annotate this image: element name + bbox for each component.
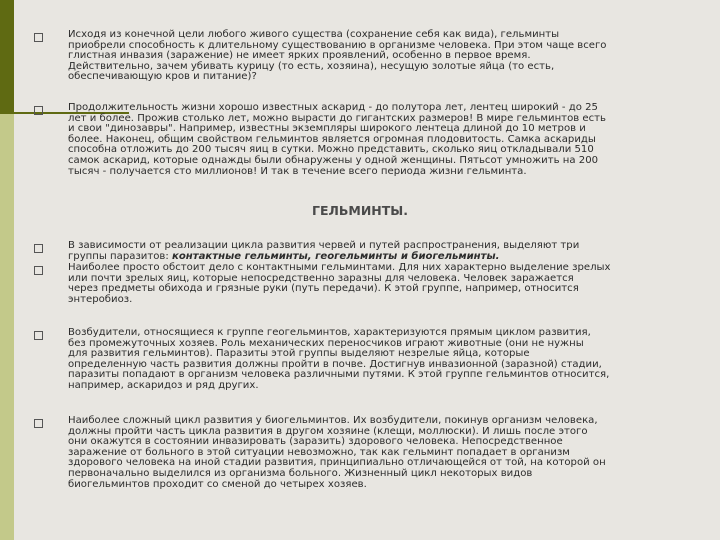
paragraph-groups-text: В зависимости от реализации цикла развития червей и путей распространения, выделяют три группы паразитов: <box>68 240 580 262</box>
paragraph-goal: Исходя из конечной цели любого живого существа (сохранение себя как вида), гельминты приобрели способность к длительному существованию в организме человека. При этом чаще всего глистная инвазия (заражение) не имеет ярких проявлений, особенно в первое время. Действительно, зачем убивать курицу (то есть, хозяина), несущую золотые яйца (то есть, обеспечивающую кров и питание)? <box>68 29 607 83</box>
paragraph-contact: Наиболее просто обстоит дело с контактными гельминтами. Для них характерно выделение зрелых или почти зрелых яиц, которые непосредственно заразны для человека. Человек заражается через предметы обихода и грязные руки (путь передачи). К этой группе, например, относится энтеробиоз. <box>68 262 611 305</box>
section-heading: ГЕЛЬМИНТЫ. <box>311 203 408 218</box>
bullet-square-icon <box>34 331 43 340</box>
bullet-square-icon <box>34 106 43 115</box>
parasite-groups-emphasis: контактные гельминты, геогельминты и биогельминты. <box>171 250 500 262</box>
paragraph-geohelminths: Возбудители, относящиеся к группе геогельминтов, характеризуются прямым циклом развития, без промежуточных хозяев. Роль механических переносчиков играют животные (они не нужны для развития гельминтов). Паразиты этой группы выделяют незрелые яйца, которые определенную часть развития должны пройти в почве. Достигнув инвазионной (заразной) стадии, паразиты попадают в организм человека различными путями. К этой группе гельминтов относится, например, аскаридоз и ряд других. <box>68 327 610 391</box>
bullet-square-icon <box>34 244 43 253</box>
accent-bar-light <box>0 114 14 540</box>
paragraph-lifespan: Продолжительность жизни хорошо известных аскарид - до полутора лет, лентец широкий - до 25 лет и более. Прожив столько лет, можно вырасти до гигантских размеров! В мире гельминтов есть и свои "динозавры". Например, известны экземпляры широкого лентеца длиной до 10 метров и более. Наконец, общим свойством гельминтов является огромная плодовитость. Самка аскариды способна отложить до 200 тысяч яиц в сутки. Можно представить, сколько яиц откладывали 510 самок аскарид, которые однажды были обнаружены у одной женщины. Пятьсот умножить на 200 тысяч - получается сто миллионов! И так в течение всего периода жизни гельминта. <box>68 102 606 177</box>
bullet-square-icon <box>34 33 43 42</box>
paragraph-groups <box>68 241 698 262</box>
paragraph-biohelminths: Наиболее сложный цикл развития у биогельминтов. Их возбудители, покинув организм человека, должны пройти часть цикла развития в другом хозяине (клещи, моллюски). И лишь после этого они окажутся в состоянии инвазировать (заразить) здорового человека. Непосредственное заражение от больного в этой ситуации невозможно, так как гельминт попадает в организм здорового человека на иной стадии развития, принципиально отличающейся от той, на которой он первоначально выделился из организма больного. Жизненный цикл некоторых видов биогельминтов проходит со сменой до четырех хозяев. <box>68 415 606 490</box>
accent-bar-dark <box>0 0 14 114</box>
bullet-square-icon <box>34 419 43 428</box>
bullet-square-icon <box>34 266 43 275</box>
